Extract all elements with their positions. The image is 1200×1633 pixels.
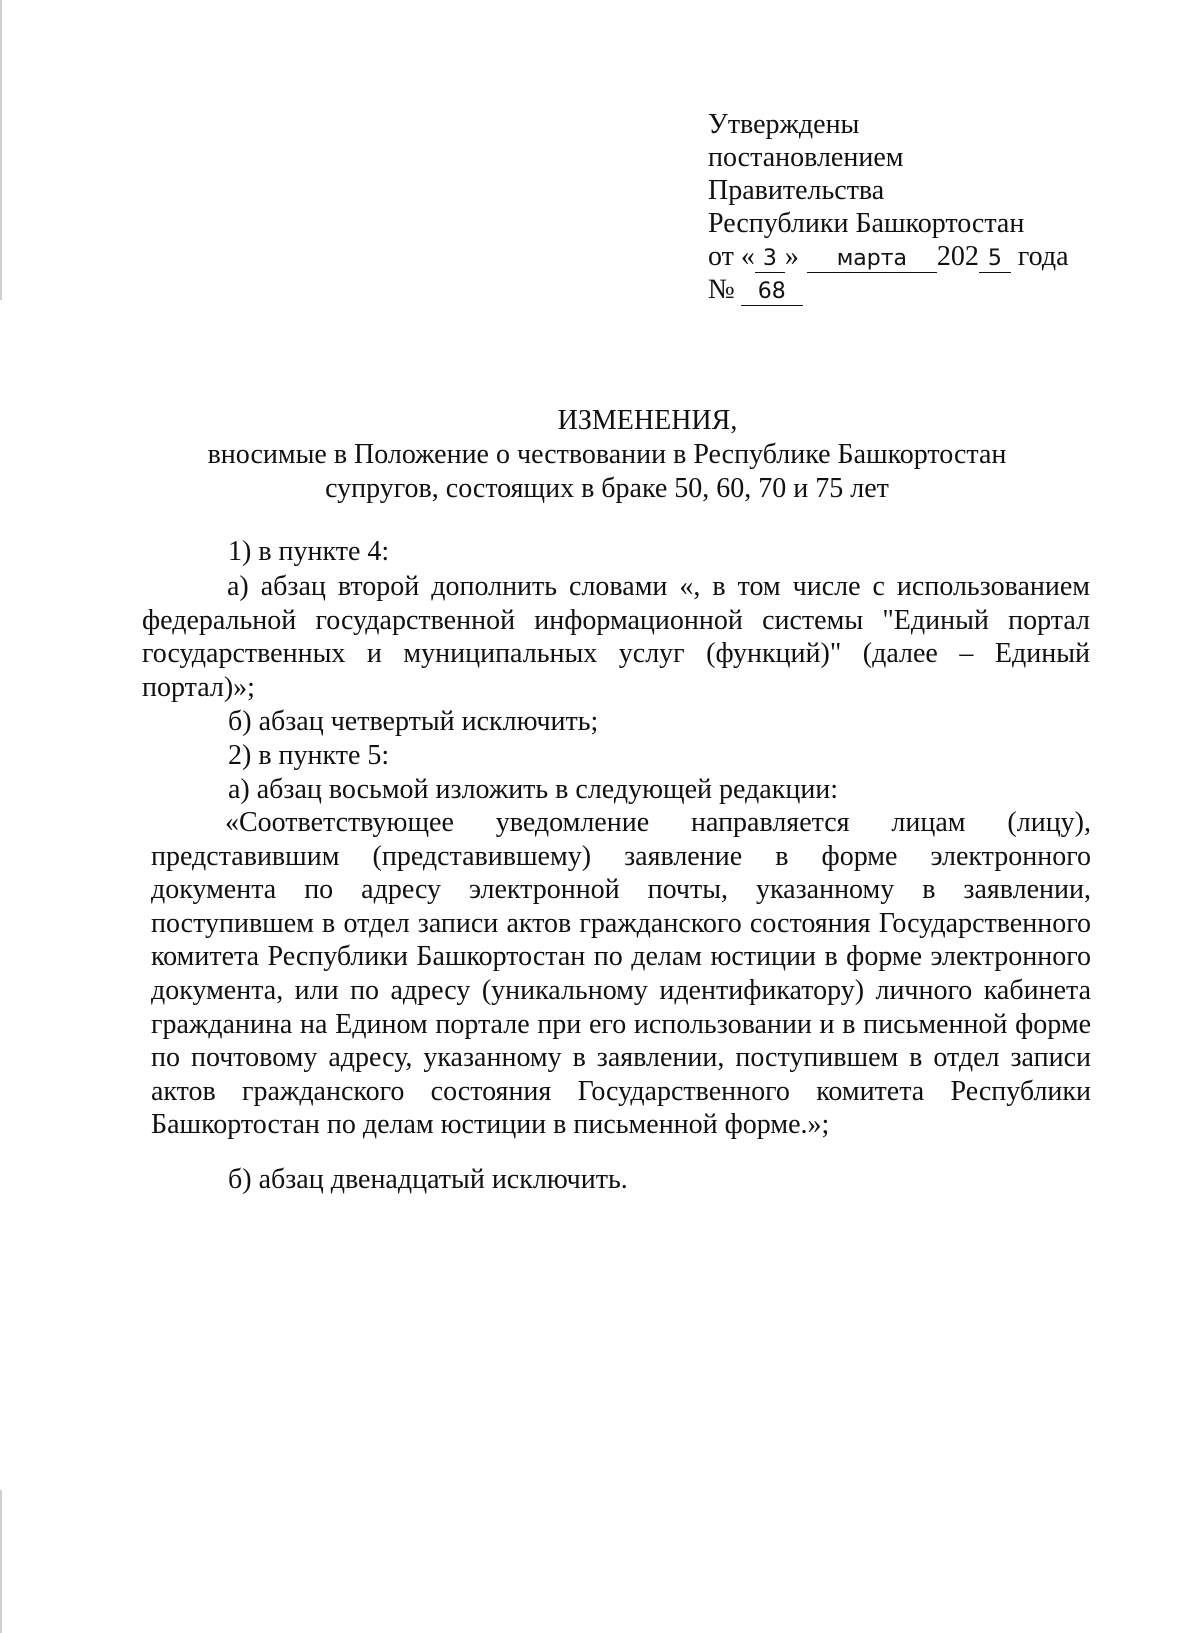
approval-line: Правительства <box>708 175 885 206</box>
approval-line: Утверждены <box>708 109 860 140</box>
date-year-prefix: 202 <box>936 241 979 272</box>
item-2: 2) в пункте 5: <box>228 740 390 771</box>
title-subtitle: вносимые в Положение о чествовании в Республике Башкортостан <box>207 439 1007 470</box>
approval-date <box>708 240 1128 273</box>
number-prefix: № <box>708 274 735 305</box>
approval-number <box>708 273 1128 306</box>
title-heading: ИЗМЕНЕНИЯ, <box>557 405 738 436</box>
document-title <box>0 404 1200 506</box>
item-1: 1) в пункте 4: <box>228 536 390 567</box>
scan-edge-mark <box>0 1490 2 1633</box>
document-number: 68 <box>741 279 803 306</box>
approval-line: постановлением <box>708 142 904 173</box>
approval-line: Республики Башкортостан <box>708 208 1025 239</box>
date-year-digit: 5 <box>979 246 1011 273</box>
date-prefix: от « <box>708 241 755 272</box>
item-2b: б) абзац двенадцатый исключить. <box>228 1164 628 1195</box>
title-subtitle: супругов, состоящих в браке 50, 60, 70 и 75 лет <box>325 473 889 504</box>
item-1b: б) абзац четвертый исключить; <box>228 706 599 737</box>
item-2-quote <box>151 806 1091 1142</box>
date-month: марта <box>807 246 937 273</box>
date-mid: » <box>784 241 799 272</box>
item-2a: а) абзац восьмой изложить в следующей редакции: <box>228 774 839 805</box>
approval-block <box>708 108 1128 306</box>
item-1a <box>142 570 1090 704</box>
date-suffix: года <box>1017 241 1069 272</box>
scan-edge-mark <box>0 0 2 300</box>
date-day: 3 <box>755 246 785 273</box>
item-2-quote-text: «Соответствующее уведомление направляется лицам (лицу), представившим (представившему) заявление в форме электронного документа по адресу электронной почты, указанному в заявлении, поступившем в отдел записи актов гражданского состояния Государственного комитета Республики Башкортостан по делам юстиции в форме электронного документа, или по адресу (уникальному идентификатору) личного кабинета гражданина на Едином портале при его использовании и в письменной форме по почтовому адресу, указанному в заявлении, поступившем в отдел записи актов гражданского состояния Государственного комитета Республики Башкортостан по делам юстиции в письменной форме.»; <box>151 807 1091 1141</box>
item-1a-text: а) абзац второй дополнить словами «, в том числе с использованием федеральной государственной информационной системы "Единый портал государственных и муниципальных услуг (функций)" (далее – Единый портал)»; <box>142 571 1090 703</box>
